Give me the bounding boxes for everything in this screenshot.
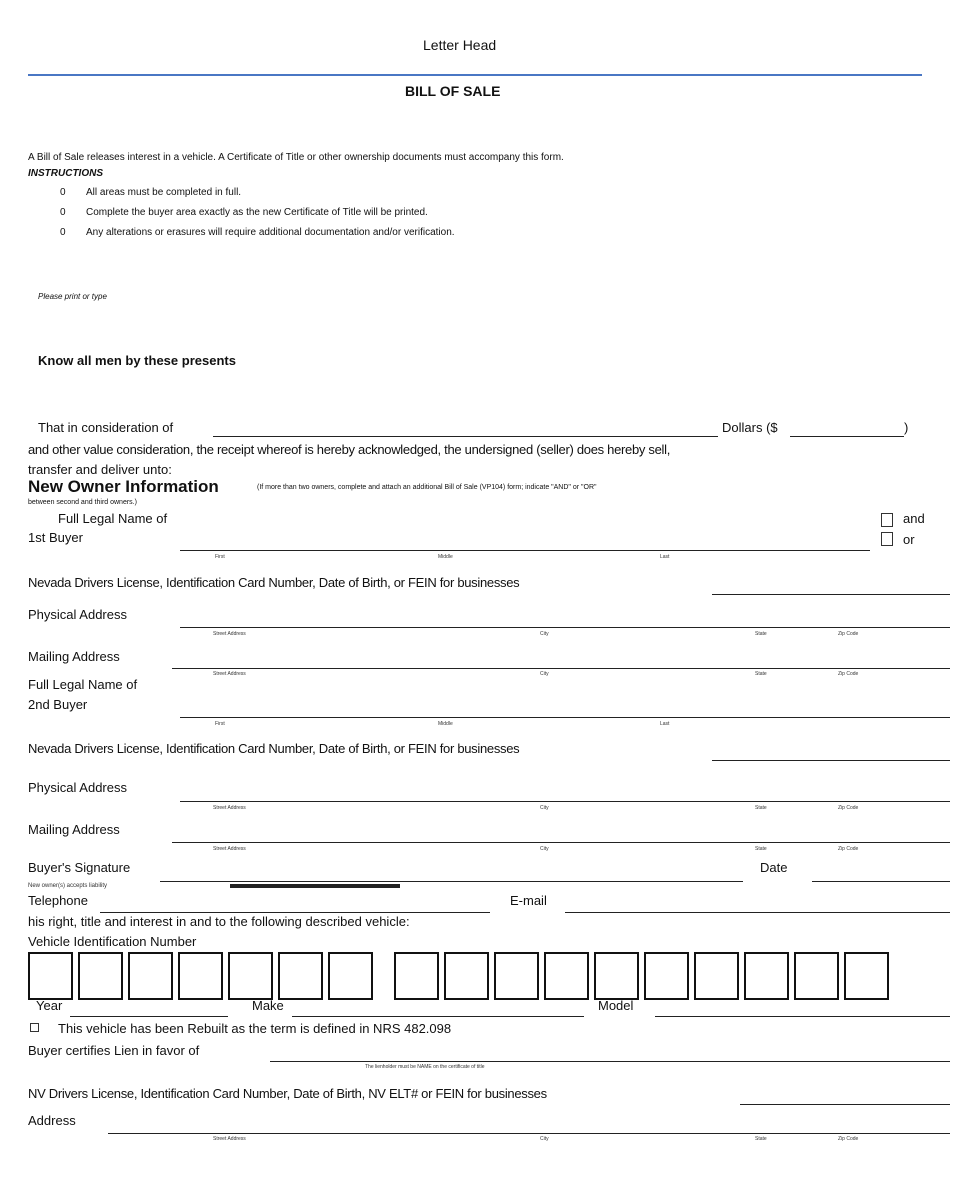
sub-label-city: City bbox=[540, 631, 549, 637]
dollars-amount-line[interactable] bbox=[790, 436, 904, 437]
buyer2-license-line[interactable] bbox=[712, 760, 950, 761]
sub-label-last: Last bbox=[660, 554, 670, 560]
address-line[interactable] bbox=[108, 1133, 950, 1134]
address-label: Address bbox=[28, 1113, 76, 1128]
vin-box[interactable] bbox=[544, 952, 589, 1000]
intro-text: A Bill of Sale releases interest in a vehicle. A Certificate of Title or other ownership documents must accompany this form. bbox=[28, 152, 564, 163]
make-label: Make bbox=[252, 998, 284, 1013]
telephone-line[interactable] bbox=[100, 912, 490, 913]
page-title: BILL OF SALE bbox=[405, 83, 501, 99]
vin-box[interactable] bbox=[594, 952, 639, 1000]
sub-label-city: City bbox=[540, 805, 549, 811]
buyers-signature-line[interactable] bbox=[160, 881, 743, 882]
vin-box[interactable] bbox=[28, 952, 73, 1000]
sub-label-city: City bbox=[540, 1136, 549, 1142]
vin-box[interactable] bbox=[794, 952, 839, 1000]
sub-label-street: Street Address bbox=[213, 631, 246, 637]
consideration-amount-line[interactable] bbox=[213, 436, 718, 437]
lien-fine-print: The lienholder must be NAME on the certificate of title bbox=[365, 1064, 485, 1070]
rebuilt-text: This vehicle has been Rebuilt as the term is defined in NRS 482.098 bbox=[58, 1021, 452, 1036]
bullet: 0 bbox=[60, 187, 66, 198]
consideration-line2: and other value consideration, the receipt whereof is hereby acknowledged, the undersigned (seller) does hereby sell, bbox=[28, 442, 671, 457]
sub-label-street: Street Address bbox=[213, 846, 246, 852]
signature-fine-print: New owner(s) accepts liability bbox=[28, 883, 108, 889]
buyer1-license-line[interactable] bbox=[712, 594, 950, 595]
that-in-consideration: That in consideration of bbox=[38, 420, 174, 435]
vin-box[interactable] bbox=[394, 952, 439, 1000]
sub-label-zip: Zip Code bbox=[838, 671, 859, 677]
instructions-label: INSTRUCTIONS bbox=[28, 168, 103, 179]
sub-label-state: State bbox=[755, 1136, 767, 1142]
buyer1-name-label: Full Legal Name of bbox=[58, 511, 168, 526]
buyer1-name-label-b: 1st Buyer bbox=[28, 530, 83, 545]
vin-box[interactable] bbox=[128, 952, 173, 1000]
buyer2-name-label: Full Legal Name of bbox=[28, 677, 138, 692]
dollars-label: Dollars ($ bbox=[722, 420, 778, 435]
sub-label-zip: Zip Code bbox=[838, 631, 859, 637]
email-line[interactable] bbox=[565, 912, 950, 913]
and-label: and bbox=[903, 511, 925, 526]
telephone-label: Telephone bbox=[28, 893, 88, 908]
sub-label-state: State bbox=[755, 631, 767, 637]
vin-label: Vehicle Identification Number bbox=[28, 934, 197, 949]
sub-label-zip: Zip Code bbox=[838, 805, 859, 811]
year-line[interactable] bbox=[70, 1016, 228, 1017]
sub-label-city: City bbox=[540, 671, 549, 677]
make-line[interactable] bbox=[292, 1016, 584, 1017]
sub-label-zip: Zip Code bbox=[838, 846, 859, 852]
sub-label-state: State bbox=[755, 805, 767, 811]
bullet: 0 bbox=[60, 227, 66, 238]
buyer2-physical-label: Physical Address bbox=[28, 780, 127, 795]
bullet: 0 bbox=[60, 207, 66, 218]
sub-label-first: First bbox=[215, 554, 225, 560]
or-label: or bbox=[903, 532, 915, 547]
sub-label-street: Street Address bbox=[213, 671, 246, 677]
buyer2-license-label: Nevada Drivers License, Identification Card Number, Date of Birth, or FEIN for businesses bbox=[28, 741, 520, 756]
letter-head: Letter Head bbox=[423, 37, 497, 53]
buyer1-physical-line[interactable] bbox=[180, 627, 950, 628]
buyer2-mailing-label: Mailing Address bbox=[28, 822, 120, 837]
buyer2-mailing-line[interactable] bbox=[172, 842, 950, 843]
buyer1-mailing-label: Mailing Address bbox=[28, 649, 120, 664]
sub-label-last: Last bbox=[660, 721, 670, 727]
vin-box[interactable] bbox=[228, 952, 273, 1000]
lien-line[interactable] bbox=[270, 1061, 950, 1062]
vin-box[interactable] bbox=[494, 952, 539, 1000]
buyer1-mailing-line[interactable] bbox=[172, 668, 950, 669]
new-owner-note: (If more than two owners, complete and attach an additional Bill of Sale (VP104) form; indicate "AND" or "OR" bbox=[257, 484, 597, 491]
new-owner-note2: between second and third owners.) bbox=[28, 499, 137, 506]
buyer2-name-line[interactable] bbox=[180, 717, 950, 718]
vin-box[interactable] bbox=[178, 952, 223, 1000]
lien-label: Buyer certifies Lien in favor of bbox=[28, 1043, 200, 1058]
his-right-text: his right, title and interest in and to the following described vehicle: bbox=[28, 914, 410, 929]
sub-label-state: State bbox=[755, 846, 767, 852]
instruction-item: Any alterations or erasures will require additional documentation and/or verification. bbox=[86, 227, 455, 238]
sub-label-street: Street Address bbox=[213, 1136, 246, 1142]
sub-label-middle: Middle bbox=[438, 554, 453, 560]
instruction-item: All areas must be completed in full. bbox=[86, 187, 242, 198]
consideration-line3: transfer and deliver unto: bbox=[28, 462, 172, 477]
date-label: Date bbox=[760, 860, 788, 875]
fine-print-smudge bbox=[230, 884, 400, 888]
vin-box[interactable] bbox=[744, 952, 789, 1000]
header-rule bbox=[28, 74, 922, 76]
rebuilt-checkbox[interactable] bbox=[30, 1023, 39, 1032]
vin-box[interactable] bbox=[78, 952, 123, 1000]
sub-label-city: City bbox=[540, 846, 549, 852]
buyer2-physical-line[interactable] bbox=[180, 801, 950, 802]
sub-label-zip: Zip Code bbox=[838, 1136, 859, 1142]
know-all-men: Know all men by these presents bbox=[38, 353, 236, 368]
or-checkbox[interactable] bbox=[881, 532, 893, 546]
email-label: E-mail bbox=[510, 893, 547, 908]
please-print: Please print or type bbox=[38, 292, 107, 301]
new-owner-title: New Owner Information bbox=[28, 477, 219, 496]
model-line[interactable] bbox=[655, 1016, 950, 1017]
nv-license-label: NV Drivers License, Identification Card Number, Date of Birth, NV ELT# or FEIN for businesses bbox=[28, 1086, 547, 1101]
vin-box[interactable] bbox=[694, 952, 739, 1000]
vin-box[interactable] bbox=[278, 952, 323, 1000]
sub-label-middle: Middle bbox=[438, 721, 453, 727]
buyer1-license-label: Nevada Drivers License, Identification Card Number, Date of Birth, or FEIN for businesses bbox=[28, 575, 520, 590]
nv-license-line[interactable] bbox=[740, 1104, 950, 1105]
vin-box[interactable] bbox=[328, 952, 373, 1000]
model-label: Model bbox=[598, 998, 634, 1013]
buyers-signature-label: Buyer's Signature bbox=[28, 860, 131, 875]
vin-box[interactable] bbox=[844, 952, 889, 1000]
sub-label-street: Street Address bbox=[213, 805, 246, 811]
buyer2-name-label-b: 2nd Buyer bbox=[28, 697, 88, 712]
buyer1-name-line[interactable] bbox=[180, 550, 870, 551]
close-paren: ) bbox=[904, 420, 909, 435]
sub-label-state: State bbox=[755, 671, 767, 677]
sub-label-first: First bbox=[215, 721, 225, 727]
and-checkbox[interactable] bbox=[881, 513, 893, 527]
vin-box[interactable] bbox=[444, 952, 489, 1000]
year-label: Year bbox=[36, 998, 63, 1013]
date-line[interactable] bbox=[812, 881, 950, 882]
instruction-item: Complete the buyer area exactly as the new Certificate of Title will be printed. bbox=[86, 207, 428, 218]
vin-box[interactable] bbox=[644, 952, 689, 1000]
buyer1-physical-label: Physical Address bbox=[28, 607, 127, 622]
